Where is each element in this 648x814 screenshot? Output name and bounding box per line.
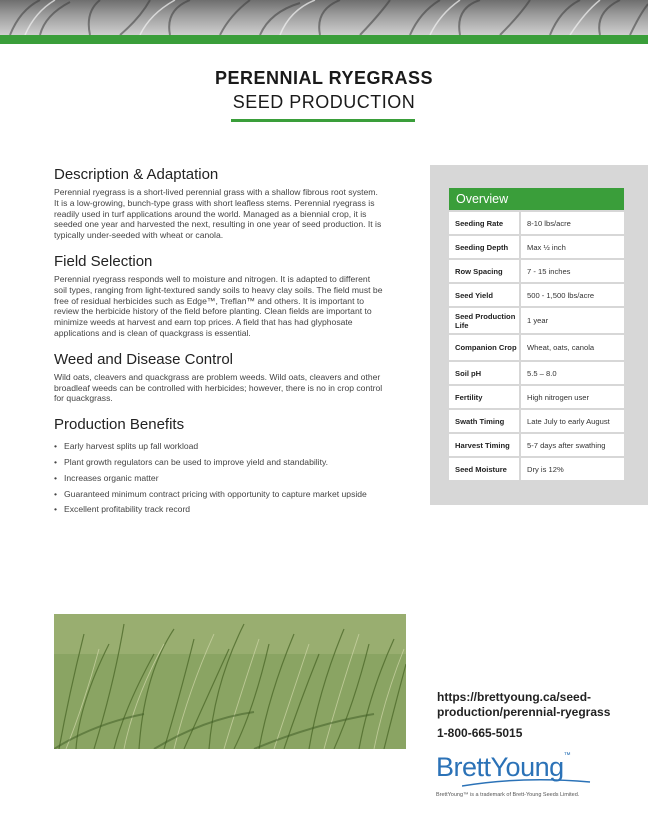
- ryegrass-photo: [54, 614, 406, 749]
- production-benefits-heading: Production Benefits: [54, 416, 185, 434]
- overview-label: Soil pH: [449, 362, 519, 384]
- ryegrass-field-graphic: [54, 614, 406, 749]
- overview-label: Seed Yield: [449, 284, 519, 306]
- table-row: [449, 284, 624, 306]
- overview-value: 5.5 – 8.0: [521, 362, 624, 384]
- trademark-note: BrettYoung™ is a trademark of Brett-Young Seeds Limited.: [436, 792, 580, 798]
- table-row: [449, 260, 624, 282]
- weed-control-heading: Weed and Disease Control: [54, 350, 233, 368]
- overview-value: 7 - 15 inches: [521, 260, 624, 282]
- field-selection-heading: Field Selection: [54, 252, 153, 270]
- table-row: [449, 212, 624, 234]
- contact-block: [437, 690, 637, 740]
- overview-value: Dry is 12%: [521, 458, 624, 480]
- overview-value: 500 - 1,500 lbs/acre: [521, 284, 624, 306]
- overview-value: Max ½ inch: [521, 236, 624, 258]
- page-title: [0, 68, 648, 113]
- overview-value: High nitrogen user: [521, 386, 624, 408]
- phone-number[interactable]: 1-800-665-5015: [437, 726, 523, 740]
- overview-label: Row Spacing: [449, 260, 519, 282]
- logo-trademark: ™: [563, 752, 571, 759]
- table-row: [449, 236, 624, 258]
- overview-value: Late July to early August: [521, 410, 624, 432]
- logo-swoosh-icon: [462, 778, 592, 788]
- website-link-line-1[interactable]: https://brettyoung.ca/seed-: [437, 690, 592, 704]
- field-selection-body: Perennial ryegrass responds well to moisture and nitrogen. It is adapted to different soil types, ranging from light-textured sandy soils to heavy clay soils. The field must be free of residual herbicides such as Edge™, Treflan™ and others. It is important to review the herbicide history of the field before planting. Clean fields are important to minimize weeds at harvest and earn top prices. A field that has had glyphosate applications and is clean of quackgrass is essential.: [54, 273, 383, 338]
- table-row: [449, 386, 624, 408]
- list-item: • Guaranteed minimum contract pricing with opportunity to capture market upside: [64, 489, 384, 500]
- overview-label: Seed Production Life: [449, 308, 519, 333]
- title-underline: [231, 119, 415, 122]
- table-row: [449, 410, 624, 432]
- overview-value: 1 year: [521, 308, 624, 333]
- overview-label: Companion Crop: [449, 335, 519, 360]
- overview-heading: Overview: [449, 188, 624, 210]
- overview-label: Seeding Rate: [449, 212, 519, 234]
- overview-label: Seeding Depth: [449, 236, 519, 258]
- description-body: Perennial ryegrass is a short-lived perennial grass with a shallow fibrous root system. It is a low-growing, bunch-type grass with short leafless stems. Perennial ryegrass is readily used in turf applications around the world. Managed as a biennial crop, it is seeded one year and harvested the next, resulting in one year of seed production. It is typically under-seeded with wheat or canola.: [54, 187, 382, 241]
- table-row: [449, 434, 624, 456]
- title-line-2: SEED PRODUCTION: [232, 92, 416, 112]
- overview-value: Wheat, oats, canola: [521, 335, 624, 360]
- header-banner-image: [0, 0, 648, 35]
- list-item: • Plant growth regulators can be used to improve yield and standability.: [64, 457, 384, 468]
- overview-label: Harvest Timing: [449, 434, 519, 456]
- list-item: • Increases organic matter: [64, 473, 384, 484]
- header-accent-bar: [0, 35, 648, 44]
- overview-label: Fertility: [449, 386, 519, 408]
- overview-value: 5-7 days after swathing: [521, 434, 624, 456]
- list-item: • Early harvest splits up fall workload: [64, 441, 384, 452]
- table-row: [449, 335, 624, 360]
- main-content: [54, 166, 384, 520]
- title-line-1: PERENNIAL RYEGRASS: [214, 68, 434, 88]
- website-link-line-2[interactable]: production/perennial-ryegrass: [437, 705, 611, 719]
- logo-text: BrettYoung: [436, 752, 564, 782]
- grass-banner-graphic: [0, 0, 648, 35]
- table-row: [449, 458, 624, 480]
- list-item: • Excellent profitability track record: [64, 504, 384, 515]
- overview-label: Seed Moisture: [449, 458, 519, 480]
- table-row: [449, 362, 624, 384]
- overview-table: [449, 212, 624, 482]
- overview-value: 8-10 lbs/acre: [521, 212, 624, 234]
- description-heading: Description & Adaptation: [54, 166, 219, 183]
- weed-control-body: Wild oats, cleavers and quackgrass are problem weeds. Wild oats, cleavers and other broadleaf weeds can be controlled with herbicides; however, there is no in crop control for quackgrass.: [54, 371, 383, 404]
- table-row: [449, 308, 624, 333]
- overview-label: Swath Timing: [449, 410, 519, 432]
- production-benefits-list: [54, 441, 384, 515]
